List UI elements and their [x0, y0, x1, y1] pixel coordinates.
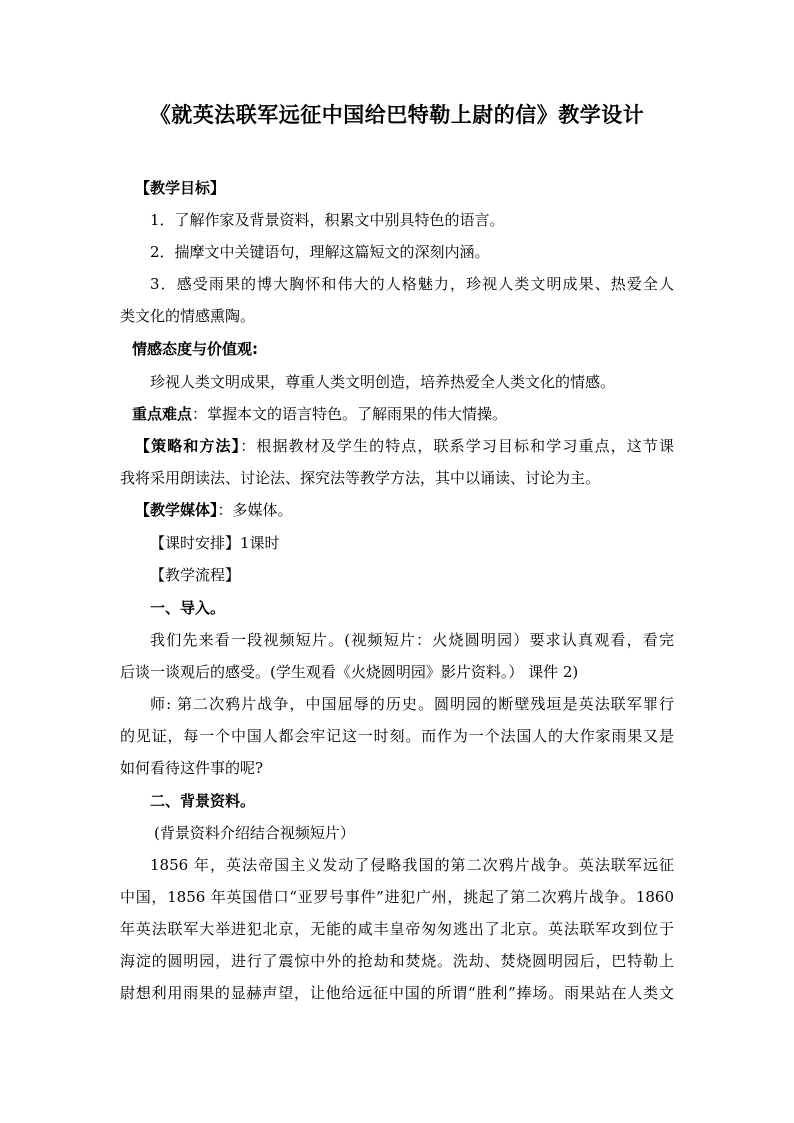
goal-item-1: 1．了解作家及背景资料，积累文中别具特色的语言。 [150, 211, 505, 229]
key-points-label: 重点难点 [132, 405, 193, 423]
media-label: 【教学媒体】 [135, 501, 218, 519]
section-1-heading: 一、导入。 [150, 599, 226, 617]
document-title: 《就英法联军远征中国给巴特勒上尉的信》教学设计 [149, 103, 645, 127]
media-text: ：多媒体。 [217, 501, 293, 519]
strategy-label: 【策略和方法】 [135, 437, 241, 455]
background-line-4: 海淀的圆明园，进行了震惊中外的抢劫和焚烧。洗劫、焚烧圆明园后，巴特勒上 [120, 952, 674, 970]
schedule: 【课时安排】1课时 [150, 534, 280, 552]
background-line-1: 1856 年，英法帝国主义发动了侵略我国的第二次鸦片战争。英法联军远征 [150, 856, 674, 874]
strategy-line-2: 我将采用朗读法、讨论法、探究法等教学方法，其中以诵读、讨论为主。 [120, 469, 601, 487]
attitude-text: 珍视人类文明成果，尊重人类文明创造，培养热爱全人类文化的情感。 [150, 373, 616, 391]
process-heading: 【教学流程】 [150, 566, 241, 584]
intro-line-2: 后谈一谈观后的感受。(学生观看《火烧圆明园》影片资料。） 课件 2) [120, 663, 579, 681]
goals-heading: 【教学目标】 [135, 179, 226, 197]
teacher-line-1: 师: 第二次鸦片战争，中国屈辱的历史。圆明园的断壁残垣是英法联军罪行 [150, 695, 674, 713]
teacher-line-2: 的见证，每一个中国人都会牢记这一时刻。而作为一个法国人的大作家雨果又是 [120, 727, 674, 745]
strategy-line-1 [120, 430, 674, 462]
strategy-text-1: ：根据教材及学生的特点，联系学习目标和学习重点，这节课 [240, 437, 674, 455]
media-paragraph [120, 494, 674, 526]
background-line-5: 尉想利用雨果的显赫声望，让他给远征中国的所谓“胜利”捧场。雨果站在人类文 [120, 984, 674, 1002]
key-points-text: ：掌握本文的语言特色。了解雨果的伟大情操。 [192, 405, 508, 423]
goal-item-3-line-2: 类文化的情感熏陶。 [120, 307, 256, 325]
intro-line-1: 我们先来看一段视频短片。(视频短片：火烧圆明园）要求认真观看，看完 [150, 631, 674, 649]
background-line-2: 中国，1856 年英国借口“亚罗号事件”进犯广州，挑起了第二次鸦片战争。1860 [120, 888, 674, 906]
key-points-paragraph [120, 398, 674, 430]
goal-item-2: 2．揣摩文中关键语句，理解这篇短文的深刻内涵。 [150, 243, 490, 261]
background-note: (背景资料介绍结合视频短片） [154, 824, 355, 842]
attitude-heading: 情感态度与价值观: [132, 340, 258, 358]
goal-item-3-line-1: 3．感受雨果的博大胸怀和伟大的人格魅力，珍视人类文明成果、热爱全人 [150, 275, 674, 293]
background-line-3: 年英法联军大举进犯北京，无能的咸丰皇帝匆匆逃出了北京。英法联军攻到位于 [120, 920, 674, 938]
section-2-heading: 二、背景资料。 [150, 792, 256, 810]
teacher-line-3: 如何看待这件事的呢? [120, 759, 264, 777]
